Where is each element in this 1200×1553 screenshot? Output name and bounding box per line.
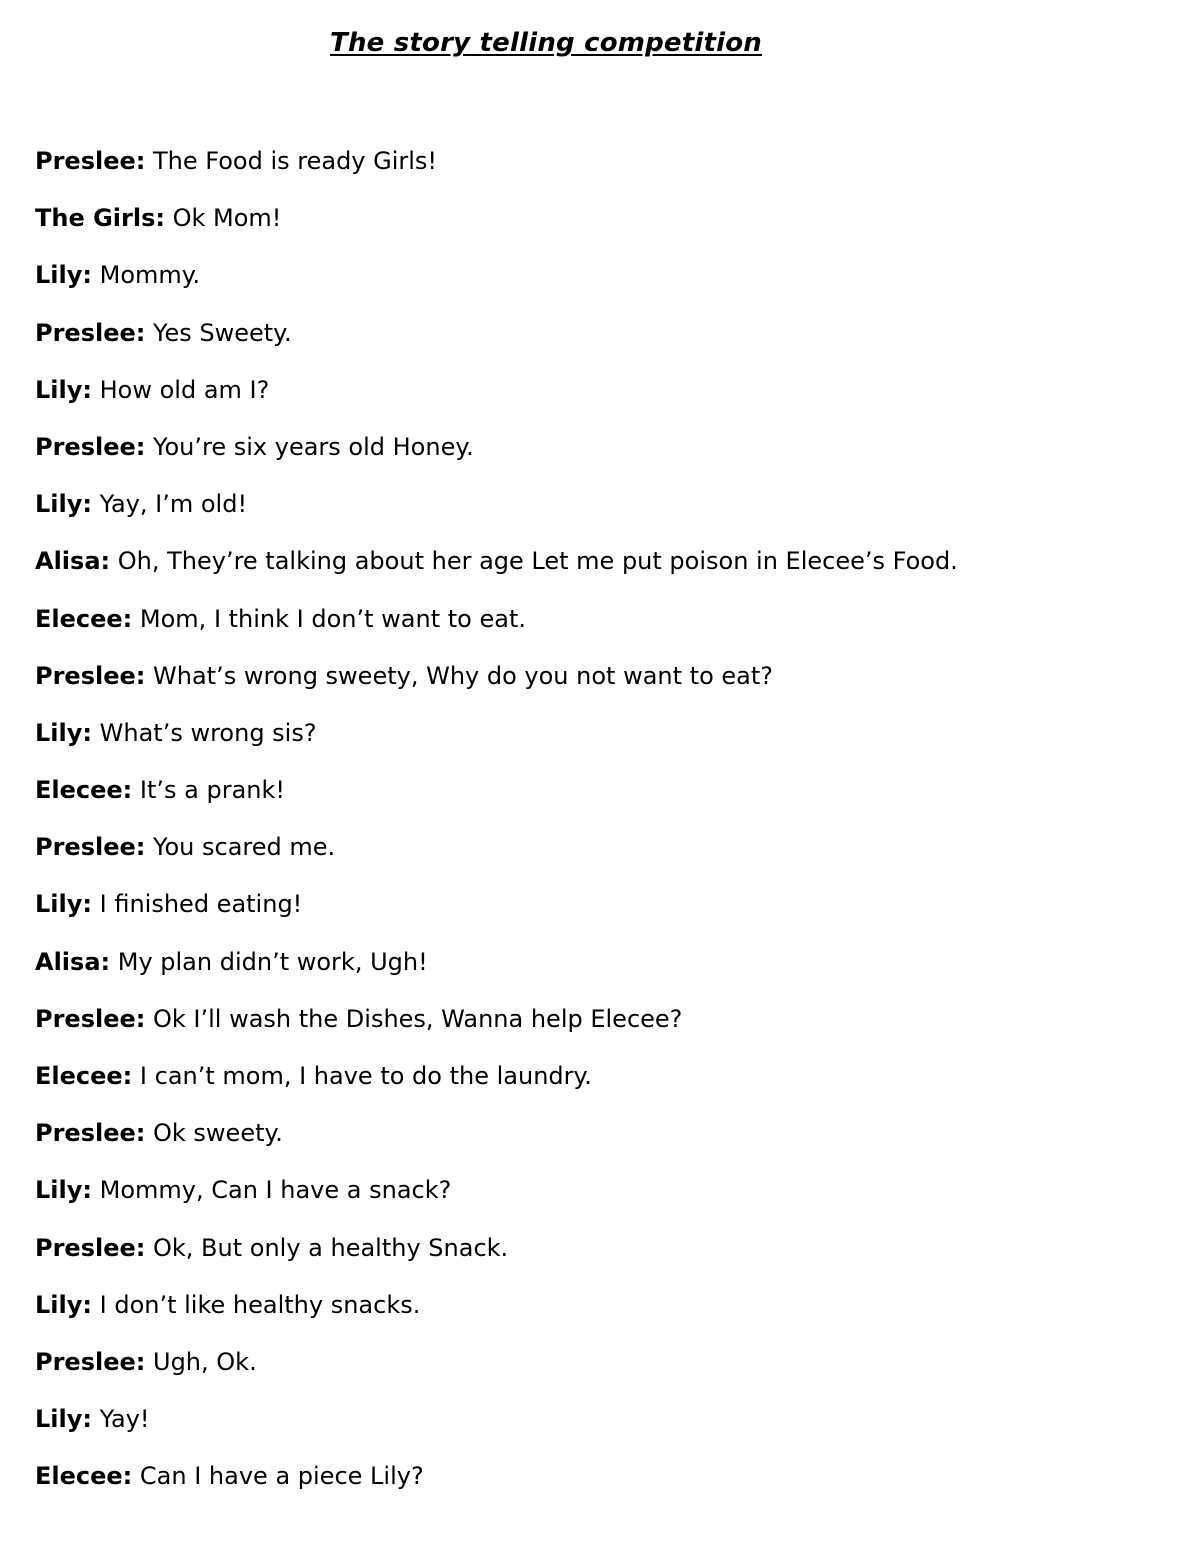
dialogue-line (35, 772, 1165, 829)
speaker-name: Alisa: (35, 547, 111, 576)
speech-text: Ok I’ll wash the Dishes, Wanna help Elecee? (145, 1004, 683, 1033)
speaker-name: Lily: (35, 1290, 92, 1319)
document-title: The story telling competition (330, 28, 762, 58)
dialogue-line (35, 1344, 1165, 1401)
speaker-name: Lily: (35, 1176, 92, 1205)
speaker-name: Preslee: (35, 833, 146, 862)
speaker-name: Lily: (35, 261, 92, 290)
speaker-name: Lily: (35, 490, 92, 519)
speech-text: You’re six years old Honey. (145, 432, 474, 461)
speaker-name: Lily: (35, 718, 92, 747)
dialogue-line (35, 944, 1165, 1001)
dialogue-line (35, 886, 1165, 943)
speech-text: Yay! (92, 1405, 150, 1434)
dialogue-lines (35, 143, 1165, 1516)
dialogue-line (35, 715, 1165, 772)
speaker-name: Preslee: (35, 1347, 146, 1376)
speaker-name: Preslee: (35, 661, 146, 690)
speech-text: My plan didn’t work, Ugh! (110, 947, 428, 976)
dialogue-line (35, 829, 1165, 886)
dialogue-line (35, 1287, 1165, 1344)
speaker-name: Preslee: (35, 1004, 146, 1033)
dialogue-line (35, 1230, 1165, 1287)
speech-text: Yes Sweety. (145, 318, 292, 347)
speech-text: Mom, I think I don’t want to eat. (132, 604, 526, 633)
speech-text: Yay, I’m old! (92, 490, 248, 519)
dialogue-line (35, 658, 1165, 715)
speech-text: It’s a prank! (132, 776, 286, 805)
speaker-name: Elecee: (35, 1062, 133, 1090)
speech-text: Ok, But only a healthy Snack. (145, 1233, 509, 1262)
speaker-name: Preslee: (35, 318, 146, 347)
dialogue-line (35, 1115, 1165, 1172)
speech-text: What’s wrong sweety, Why do you not want to eat? (145, 661, 773, 690)
speaker-name: Preslee: (35, 1233, 146, 1262)
speaker-name: The Girls: (35, 204, 165, 233)
speech-text: Mommy, Can I have a snack? (92, 1176, 452, 1205)
speech-text: I can’t mom, I have to do the laundry. (132, 1062, 592, 1090)
dialogue-line (35, 1458, 1165, 1515)
dialogue-line (35, 1401, 1165, 1458)
speech-text: The Food is ready Girls! (145, 147, 438, 175)
speech-text: What’s wrong sis? (92, 718, 317, 747)
dialogue-line (35, 372, 1165, 429)
speech-text: Ok Mom! (164, 204, 282, 233)
dialogue-line (35, 200, 1165, 257)
speech-text: Can I have a piece Lily? (132, 1462, 424, 1491)
dialogue-line (35, 1001, 1165, 1058)
dialogue-line (35, 543, 1165, 600)
dialogue-line (35, 1172, 1165, 1229)
speech-text: Oh, They’re talking about her age Let me put poison in Elecee’s Food. (110, 547, 958, 576)
speaker-name: Lily: (35, 375, 92, 404)
speech-text: You scared me. (145, 833, 336, 862)
speaker-name: Preslee: (35, 147, 146, 175)
speech-text: I don’t like healthy snacks. (92, 1290, 421, 1319)
speech-text: I finished eating! (92, 890, 303, 919)
speaker-name: Elecee: (35, 776, 133, 805)
speaker-name: Lily: (35, 890, 92, 919)
speech-text: Mommy. (92, 261, 201, 290)
dialogue-line (35, 601, 1165, 658)
speaker-name: Alisa: (35, 947, 111, 976)
speaker-name: Elecee: (35, 604, 133, 633)
speaker-name: Elecee: (35, 1462, 133, 1491)
dialogue-line (35, 257, 1165, 314)
speech-text: Ok sweety. (145, 1119, 283, 1148)
dialogue-line (35, 315, 1165, 372)
speech-text: Ugh, Ok. (145, 1347, 257, 1376)
speaker-name: Preslee: (35, 1119, 146, 1148)
dialogue-line (35, 486, 1165, 543)
speech-text: How old am I? (92, 375, 270, 404)
dialogue-line (35, 429, 1165, 486)
dialogue-line (35, 143, 1165, 200)
speaker-name: Preslee: (35, 432, 146, 461)
speaker-name: Lily: (35, 1405, 92, 1434)
dialogue-line (35, 1058, 1165, 1115)
